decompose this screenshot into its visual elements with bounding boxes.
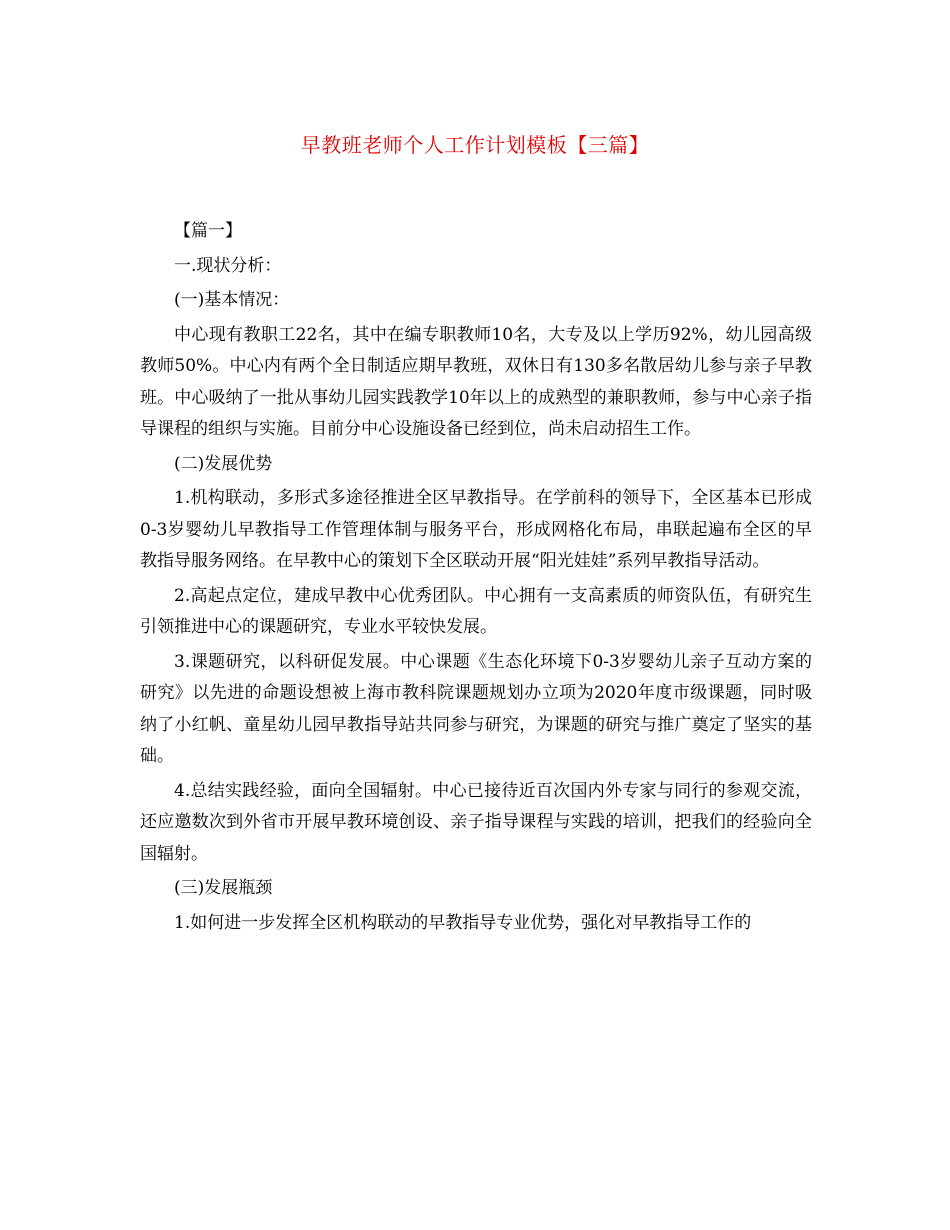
document-body — [140, 216, 812, 939]
paragraph-bottleneck-1: 1.如何进一步发挥全区机构联动的早教指导专业优势，强化对早教指导工作的 — [174, 912, 752, 933]
paragraph-basic-situation: 中心现有教职工22名，其中在编专职教师10名，大专及以上学历92%，幼儿园高级教师50%。中心内有两个全日制适应期早教班，双休日有130多名散居幼儿参与亲子早教班。中心吸纳了一批从事幼儿园实践教学10年以上的成熟型的兼职教师，参与中心亲子指导课程的组织与实施。目前分中心设施设备已经到位，尚未启动招生工作。 — [140, 324, 812, 439]
paragraph-advantage-4: 4.总结实践经验，面向全国辐射。中心已接待近百次国内外专家与同行的参观交流，还应邀数次到外省市开展早教环境创设、亲子指导课程与实践的培训，把我们的经验向全国辐射。 — [140, 780, 812, 864]
paragraph-advantage-2: 2.高起点定位，建成早教中心优秀团队。中心拥有一支高素质的师资队伍，有研究生引领推进中心的课题研究，专业水平较快发展。 — [140, 585, 812, 637]
paragraph-advantage-1: 1.机构联动，多形式多途径推进全区早教指导。在学前科的领导下，全区基本已形成0-3岁婴幼儿早教指导工作管理体制与服务平台，形成网格化布局，串联起遍布全区的早教指导服务网络。在早教中心的策划下全区联动开展“阳光娃娃”系列早教指导活动。 — [140, 488, 812, 571]
heading-status-analysis: 一.现状分析： — [174, 255, 282, 276]
document-title: 早教班老师个人工作计划模板【三篇】 — [300, 133, 650, 157]
subheading-development-advantages: (二)发展优势 — [174, 453, 273, 474]
section-heading-part-one: 【篇一】 — [174, 221, 242, 241]
subheading-development-bottleneck: (三)发展瓶颈 — [174, 878, 273, 898]
paragraph-advantage-3: 3.课题研究，以科研促发展。中心课题《生态化环境下0-3岁婴幼儿亲子互动方案的研究》以先进的命题设想被上海市教科院课题规划办立项为2020年度市级课题，同时吸纳了小红帆、童星幼儿园早教指导站共同参与研究，为课题的研究与推广奠定了坚实的基础。 — [140, 651, 812, 766]
subheading-basic-situation: (一)基本情况： — [174, 290, 290, 310]
